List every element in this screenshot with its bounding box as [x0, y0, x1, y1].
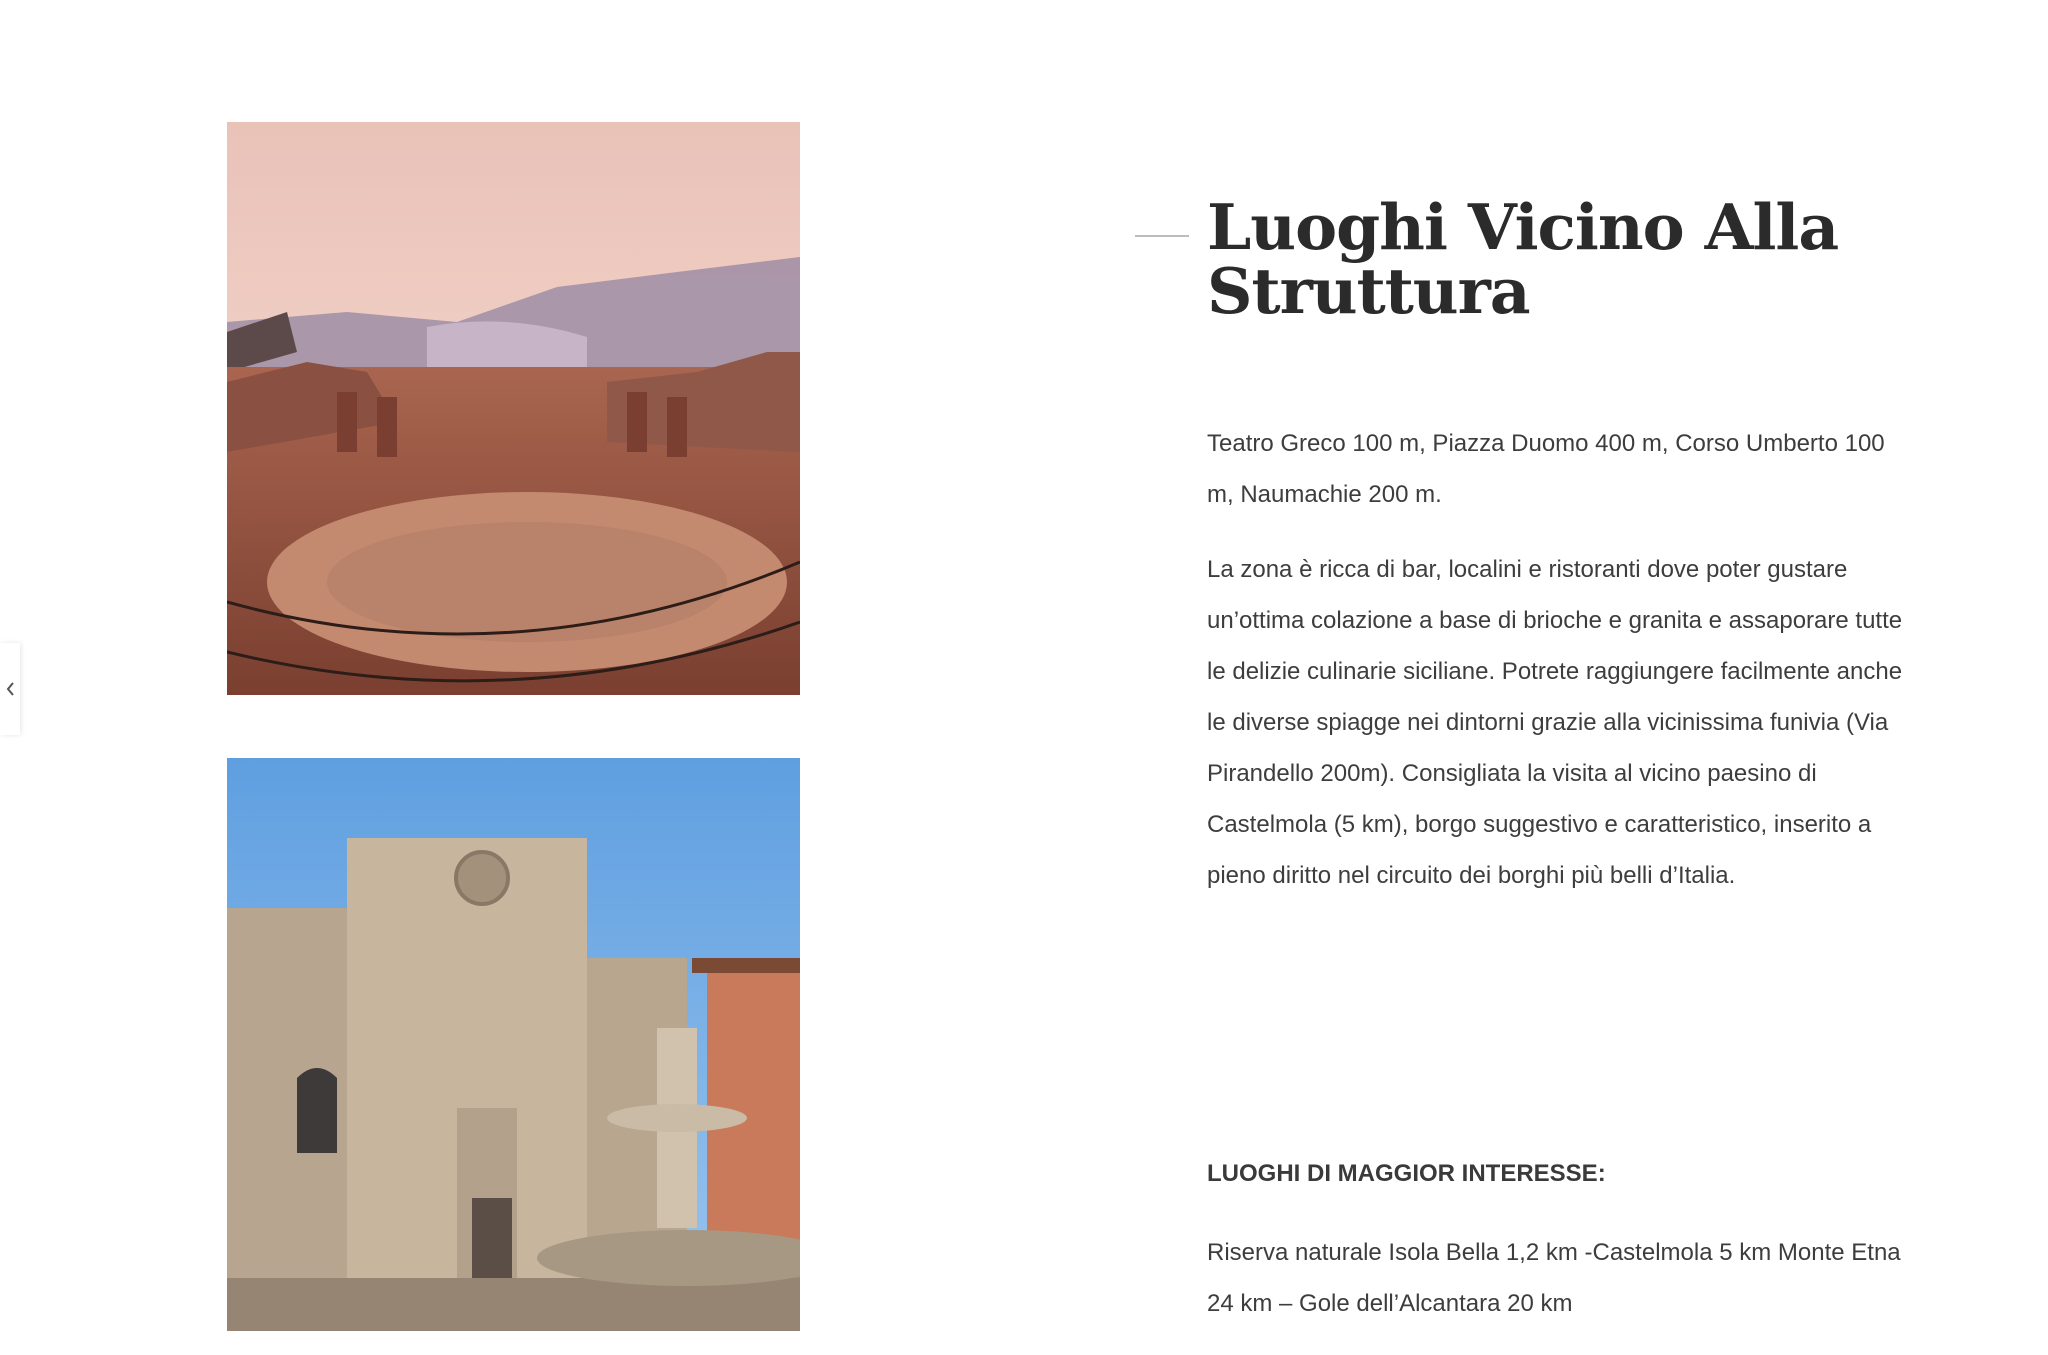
section-header: [1207, 190, 1907, 328]
nearby-places-paragraph: Teatro Greco 100 m, Piazza Duomo 400 m, Corso Umberto 100 m, Naumachie 200 m.: [1207, 430, 1885, 508]
points-of-interest-list: Riserva naturale Isola Bella 1,2 km -Castelmola 5 km Monte Etna 24 km – Gole dell’Alcantara 20 km: [1207, 1239, 1901, 1317]
points-of-interest-heading: LUOGHI DI MAGGIOR INTERESSE:: [1207, 1160, 1606, 1187]
title-accent-line: [1135, 235, 1189, 237]
chevron-left-icon: [5, 681, 16, 697]
cathedral-photo: [227, 758, 800, 1331]
slide-prev-tab[interactable]: [0, 643, 20, 735]
theatre-photo: [227, 122, 800, 695]
section-title: Luoghi Vicino Alla Struttura: [1207, 190, 1839, 328]
area-description-paragraph: La zona è ricca di bar, localini e ristoranti dove poter gustare un’ottima colazione a base di brioche e granita e assaporare tutte le delizie culinarie siciliane. Potrete raggiungere facilmente anche le diverse spiagge nei dintorni grazie alla vicinissima funivia (Via Pirandello 200m). Consigliata la visita al vicino paesino di Castelmola (5 km), borgo suggestivo e caratteristico, inserito a pieno diritto nel circuito dei borghi più belli d’Italia.: [1207, 556, 1903, 889]
